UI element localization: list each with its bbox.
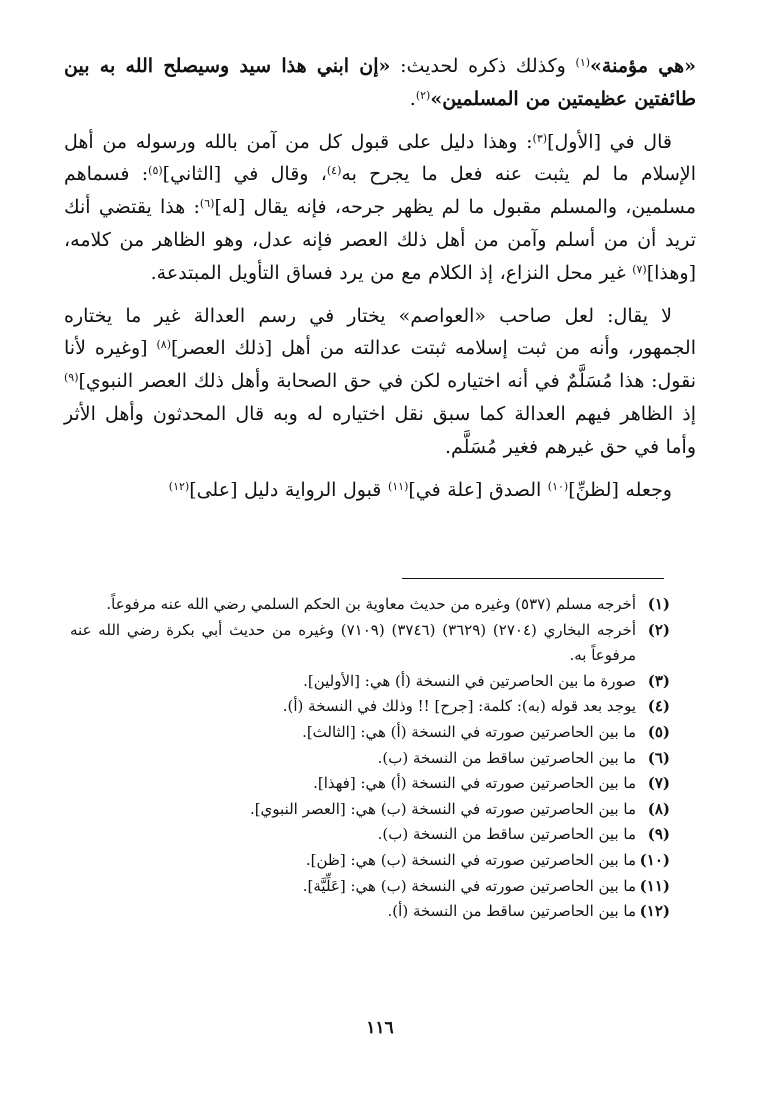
footnote [70, 874, 670, 900]
footnote-text: يوجد بعد قوله (به): كلمة: [جرح] !! وذلك في النسخة (أ). [282, 697, 636, 716]
footnote-number: (١٠) [639, 850, 670, 869]
footnote-text: ما بين الحاصرتين صورته في النسخة (أ) هي: [فهذا]. [313, 774, 636, 793]
main-text [64, 50, 696, 506]
footnote-ref[interactable]: (٧) [632, 262, 647, 276]
text-run: وكذلك ذكره لحديث: [390, 55, 576, 77]
footnote [70, 848, 670, 874]
footnote-ref[interactable]: (٤) [326, 164, 342, 178]
footnote-ref[interactable]: (١) [575, 56, 591, 69]
footnote-ref[interactable]: (١٠) [547, 479, 569, 493]
footnote-ref[interactable]: (١٢) [168, 479, 190, 493]
footnote-text: صورة ما بين الحاصرتين في النسخة (أ) هي: [الأولين]. [303, 671, 636, 690]
text-run: [وغيره لأنا نقول: هذا مُسَلَّمٌ في أنه اختياره لكن في حق الصحابة وأهل ذلك العصر النبوي] [64, 337, 696, 393]
text-run: الصدق [علة في] [408, 478, 548, 501]
footnote-number: (٤) [647, 697, 670, 716]
text-run: . [409, 87, 416, 110]
footnote-number: (٧) [647, 774, 670, 793]
footnote-ref[interactable]: (٩) [64, 371, 79, 385]
text-run: : فسماهم مسلمين، والمسلم مقبول ما لم يظهر جرحه، فإنه يقال [له] [64, 163, 696, 219]
text-run: وجعله [لظنِّ] [568, 478, 672, 501]
text-run: : وهذا دليل على قبول كل من آمن بالله ورسوله من أهل الإسلام ما لم يثبت عنه فعل ما يجرح به [64, 130, 697, 186]
footnote-ref[interactable]: (٦) [199, 197, 215, 211]
footnote-number: (٦) [647, 748, 670, 767]
footnote-number: (١٢) [639, 902, 670, 921]
footnote-number: (٨) [647, 799, 670, 818]
footnote-number: (١١) [639, 876, 670, 895]
footnote-separator [402, 578, 664, 579]
footnote-text: ما بين الحاصرتين صورته في النسخة (ب) هي: [عَلِّيَّة]. [302, 876, 636, 895]
footnote [70, 822, 670, 848]
footnote-text: ما بين الحاصرتين صورته في النسخة (ب) هي: [العصر النبوي]. [249, 799, 636, 818]
text-run: لا يقال: لعل صاحب «العواصم» يختار في رسم العدالة غير ما يختاره الجمهور، وأنه من ثبت إسلامه ثبتت عدالته من أهل [ذلك العصر] [64, 304, 697, 360]
paragraph-1 [64, 50, 696, 116]
footnote [70, 694, 670, 720]
footnote [70, 771, 670, 797]
paragraph-2 [64, 126, 696, 290]
footnote-text: أخرجه البخاري (٢٧٠٤) (٣٦٢٩) (٣٧٤٦) (٧١٠٩) وغيره من حديث أبي بكرة رضي الله عنه مرفوعاً به. [70, 620, 636, 665]
text-run: قبول الرواية دليل [على] [189, 478, 388, 501]
footnote-number: (٥) [647, 722, 670, 741]
paragraph-4 [64, 474, 696, 507]
footnote-text: ما بين الحاصرتين ساقط من النسخة (ب). [377, 748, 636, 767]
footnote [70, 618, 670, 669]
footnote [70, 720, 670, 746]
footnote-text: أخرجه مسلم (٥٣٧) وغيره من حديث معاوية بن الحكم السلمي رضي الله عنه مرفوعاً. [106, 595, 636, 613]
text-run: : هذا يقتضي أنك تريد أن من أسلم وآمن من أهل ذلك العصر فإنه عدل، وهو الظاهر من كلامه، [وهذا] [64, 196, 696, 284]
footnote-number: (١) [647, 595, 670, 613]
quote-text: «هي مؤمنة» [590, 55, 696, 77]
footnote-text: ما بين الحاصرتين ساقط من النسخة (ب). [377, 825, 636, 844]
footnote [70, 746, 670, 772]
footnote-number: (٩) [647, 825, 670, 844]
footnote [70, 797, 670, 823]
footnote-ref[interactable]: (٨) [156, 338, 171, 352]
footnote-ref[interactable]: (١١) [387, 479, 409, 493]
paragraph-3 [64, 300, 696, 464]
footnote [70, 669, 670, 695]
footnote [70, 592, 670, 618]
footnote-ref[interactable]: (٥) [148, 164, 163, 178]
text-run: غير محل النزاع، إذ الكلام مع من يرد فساق التأويل المبتدعة. [150, 261, 633, 284]
footnote-ref[interactable]: (٢) [415, 88, 431, 102]
text-run: إذ الظاهر فيهم العدالة كما سبق نقل اختياره له وبه قال المحدثون وأهل الأثر وأما في حق غيرهم فغير مُسَلَّم. [64, 402, 696, 458]
page-number: ١١٦ [366, 1018, 394, 1038]
footnote-number: (٢) [647, 620, 670, 639]
hadith-text: «إن ابني هذا سيد وسيصلح الله به بين طائفتين عظيمتين من المسلمين» [64, 55, 696, 110]
footnote-number: (٣) [647, 671, 670, 690]
footnote [70, 899, 670, 925]
footnote-text: ما بين الحاصرتين صورته في النسخة (أ) هي: [الثالث]. [302, 722, 636, 741]
text-run: ، وقال في [الثاني] [162, 163, 327, 186]
footnotes [70, 592, 670, 925]
footnote-ref[interactable]: (٣) [532, 131, 548, 145]
text-run: قال في [الأول] [547, 130, 672, 153]
footnote-text: ما بين الحاصرتين ساقط من النسخة (أ). [387, 902, 636, 921]
footnote-text: ما بين الحاصرتين صورته في النسخة (ب) هي: [ظن]. [305, 850, 636, 869]
